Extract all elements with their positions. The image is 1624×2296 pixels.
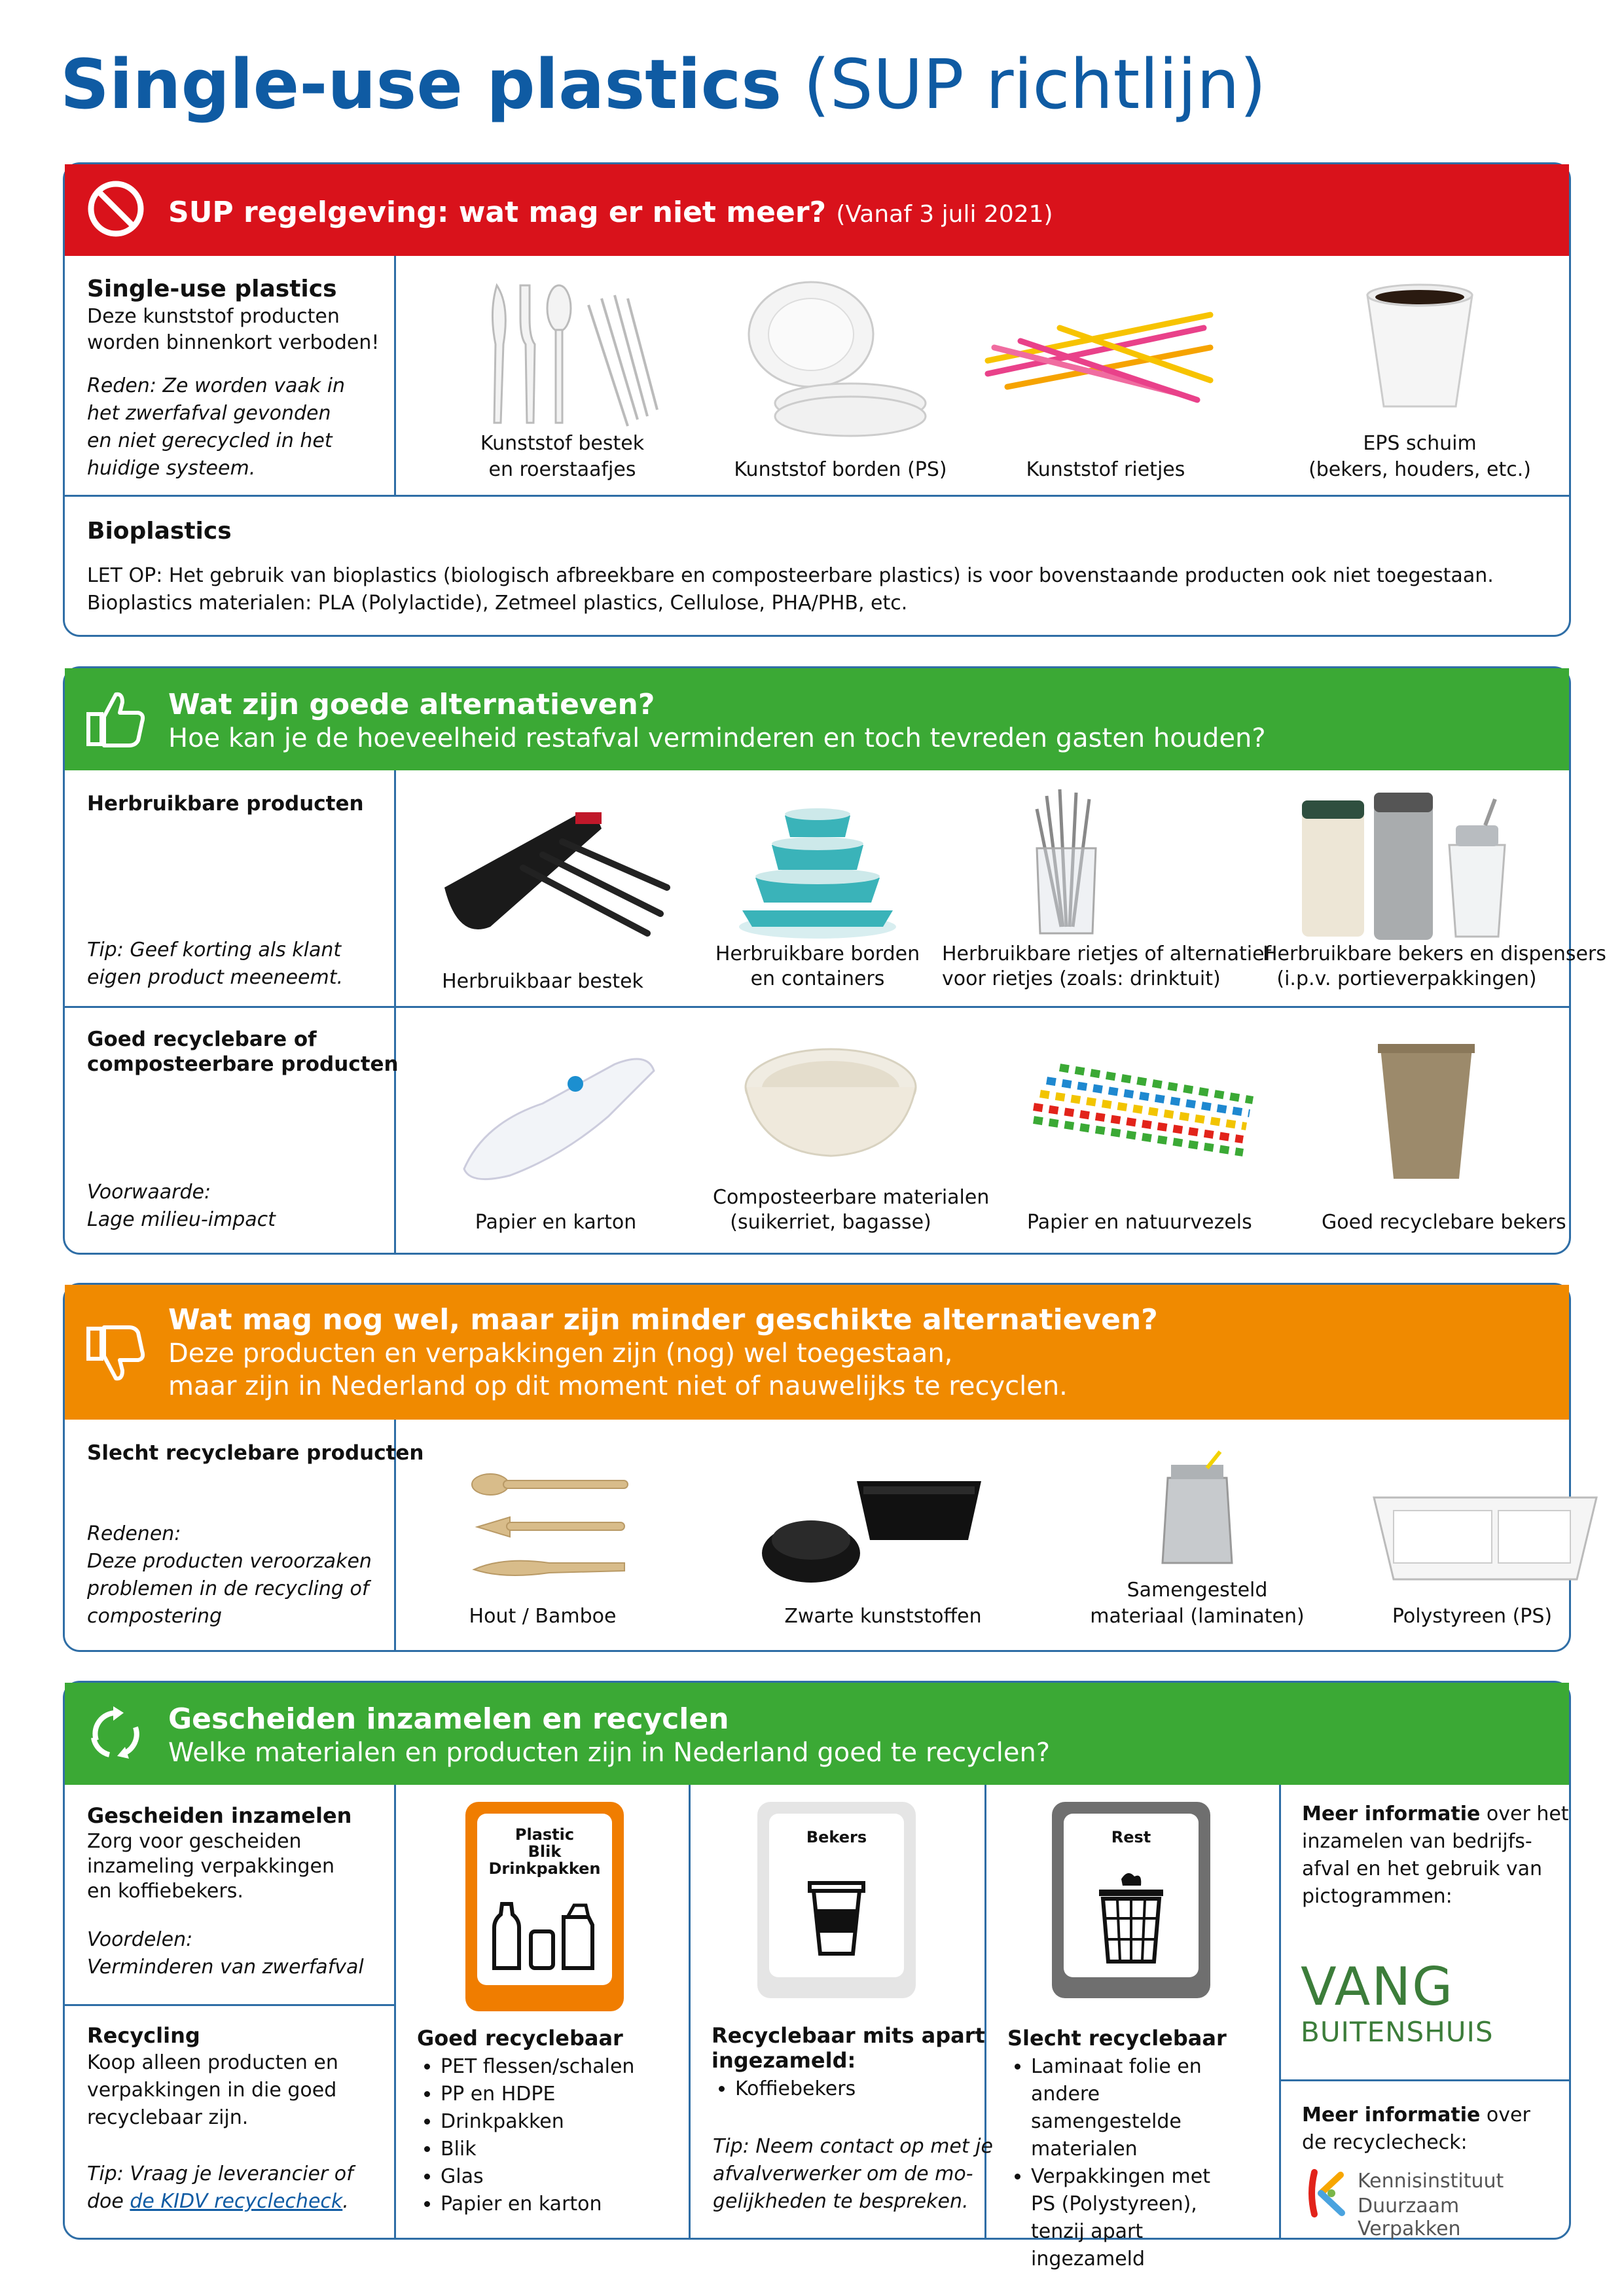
bagasse-bowl-image xyxy=(739,1041,922,1172)
recycling-title: Recycling xyxy=(87,2023,200,2048)
conditional-recyclable-list xyxy=(713,2075,975,2103)
recycling-text: recyclebaar zijn. xyxy=(87,2106,249,2129)
product-caption: en containers xyxy=(750,967,885,990)
tip-text: afvalverwerker om de mo- xyxy=(713,2162,973,2185)
bioplastics-text: LET OP: Het gebruik van bioplastics (biologisch afbreekbare en composteerbare plastics) is voor bovenstaande producten ook niet toegestaan. xyxy=(87,564,1494,587)
list-item: • PP en HDPE xyxy=(441,2081,680,2108)
list-item: • Blik xyxy=(441,2136,680,2163)
plastic-bin-pictogram: Plastic Blik Drinkpakken xyxy=(465,1802,624,2011)
collect-text: en koffiebekers. xyxy=(87,1880,244,1903)
section-subheading: Hoe kan je de hoeveelheid restafval verminderen en toch tevreden gasten houden? xyxy=(168,723,1266,753)
product-caption: (suikerriet, bagasse) xyxy=(730,1211,931,1234)
poorly-recyclable-list xyxy=(1009,2053,1271,2273)
plastic-plates-image xyxy=(739,276,935,439)
product-caption: Herbruikbaar bestek xyxy=(442,970,643,993)
paper-straws-image xyxy=(1020,1054,1256,1172)
thumbs-down-icon xyxy=(83,1321,149,1386)
column-title: ingezameld: xyxy=(712,2048,856,2073)
plastic-straws-image xyxy=(981,302,1217,413)
product-caption: Samengesteld xyxy=(1127,1579,1268,1602)
more-info-text: inzamelen van bedrijfs- xyxy=(1302,1830,1532,1853)
product-caption: Goed recyclebare bekers xyxy=(1322,1211,1566,1234)
paper-cutlery-image xyxy=(444,1045,660,1189)
more-info-text: Meer informatie over xyxy=(1302,2104,1530,2126)
section-header xyxy=(65,1683,1569,1785)
advantage-text: Voordelen: xyxy=(87,1928,193,1951)
bioplastics-title: Bioplastics xyxy=(87,518,232,545)
reusable-containers-image xyxy=(732,793,903,943)
product-caption: Herbruikbare borden xyxy=(715,942,920,965)
vang-buitenshuis-logo[interactable]: VANG BUITENSHUIS xyxy=(1301,1956,1494,2048)
row-title: Goed recyclebare of xyxy=(87,1028,317,1051)
product-caption: EPS schuim xyxy=(1363,432,1477,455)
column-title: Goed recyclebaar xyxy=(417,2026,623,2051)
cup-icon xyxy=(807,1879,866,1958)
list-item: • Koffiebekers xyxy=(735,2075,975,2103)
laminate-pouch-image xyxy=(1155,1452,1240,1570)
kidv-recyclecheck-link[interactable]: de KIDV recyclecheck xyxy=(130,2190,343,2213)
product-caption: Zwarte kunststoffen xyxy=(784,1605,982,1628)
cups-bin-pictogram: Bekers xyxy=(757,1802,916,1998)
list-item: • PET flessen/schalen xyxy=(441,2053,680,2081)
recyclable-cup-image xyxy=(1374,1041,1479,1185)
product-caption: materiaal (laminaten) xyxy=(1090,1605,1305,1628)
thumbs-up-icon xyxy=(83,687,149,752)
row-title: composteerbare producten xyxy=(87,1052,399,1076)
page-title: Single-use plastics (SUP richtlijn) xyxy=(60,45,1267,124)
kidv-logo[interactable]: Kennisinstituut Duurzaam Verpakken xyxy=(1305,2167,1554,2219)
tip-text: Tip: Neem contact op met je xyxy=(713,2135,993,2158)
collect-text: inzameling verpakkingen xyxy=(87,1855,335,1878)
product-caption: Kunststof borden (PS) xyxy=(734,458,947,481)
bioplastics-text: Bioplastics materialen: PLA (Polylactide), Zetmeel plastics, Cellulose, PHA/PHB, etc. xyxy=(87,592,908,615)
reusable-cutlery-image xyxy=(431,789,680,946)
more-info-text: de recyclecheck: xyxy=(1302,2131,1468,2154)
reason-text: problemen in de recycling of xyxy=(87,1577,369,1600)
list-item: • Laminaat folie en andere samengestelde materialen xyxy=(1031,2053,1240,2163)
collect-text: Zorg voor gescheiden xyxy=(87,1830,302,1853)
tip-text: gelijkheden te bespreken. xyxy=(713,2190,969,2213)
prohibited-icon xyxy=(83,176,149,242)
list-item: • Verpakkingen met PS (Polystyreen), tenzij apart ingezameld xyxy=(1031,2163,1240,2273)
section-good-alternatives xyxy=(63,666,1606,1255)
reason-text: en niet gerecycled in het xyxy=(87,429,333,452)
section-subheading: Welke materialen en producten zijn in Nederland goed te recyclen? xyxy=(168,1738,1051,1768)
section-heading: Gescheiden inzamelen en recyclen xyxy=(168,1702,729,1736)
column-title: Recyclebaar mits apart xyxy=(712,2023,985,2048)
product-caption: Herbruikbare rietjes of alternatief xyxy=(942,942,1272,965)
recycle-icon xyxy=(83,1701,149,1767)
black-plastics-image xyxy=(759,1468,988,1592)
section-heading: SUP regelgeving: wat mag er niet meer? xyxy=(168,196,827,229)
list-item: • Glas xyxy=(441,2163,680,2191)
eps-foam-cup-image xyxy=(1354,276,1485,413)
section-subheading: Deze producten en verpakkingen zijn (nog) wel toegestaan, xyxy=(168,1338,953,1369)
advantage-text: Verminderen van zwerfafval xyxy=(87,1956,364,1979)
bottle-can-carton-icon xyxy=(490,1891,599,1969)
reusable-cups-dispensers-image xyxy=(1295,786,1511,943)
more-info-text: pictogrammen: xyxy=(1302,1885,1453,1908)
section-date: (Vanaf 3 juli 2021) xyxy=(836,201,1053,228)
list-item: • Drinkpakken xyxy=(441,2108,680,2136)
product-caption: (bekers, houders, etc.) xyxy=(1308,458,1531,481)
row-title: Herbruikbare producten xyxy=(87,792,364,816)
kidv-logo-mark xyxy=(1305,2167,1351,2219)
section-header xyxy=(65,668,1569,770)
section-header xyxy=(65,164,1569,256)
section-heading: Wat zijn goede alternatieven? xyxy=(168,688,655,721)
condition-text: Lage milieu-impact xyxy=(87,1208,276,1231)
section-sup-regulation xyxy=(63,162,1571,637)
section-heading: Wat mag nog wel, maar zijn minder geschikte alternatieven? xyxy=(168,1303,1158,1336)
tip-text: Tip: Vraag je leverancier of xyxy=(87,2162,353,2185)
row-text: worden binnenkort verboden! xyxy=(87,331,380,354)
section-less-suitable-alternatives xyxy=(63,1283,1571,1652)
reusable-straws-image xyxy=(1001,783,1132,940)
product-caption: en roerstaafjes xyxy=(488,458,636,481)
reason-text: compostering xyxy=(87,1605,223,1628)
wooden-cutlery-image xyxy=(464,1465,634,1589)
plastic-cutlery-image xyxy=(458,279,667,429)
tip-text: eigen product meeneemt. xyxy=(87,966,344,989)
product-caption: Papier en karton xyxy=(475,1211,637,1234)
more-info-text: afval en het gebruik van xyxy=(1302,1857,1543,1880)
trash-bin-icon xyxy=(1095,1866,1167,1964)
reason-text: huidige systeem. xyxy=(87,457,256,480)
product-caption: Composteerbare materialen xyxy=(713,1186,990,1209)
reason-text: Deze producten veroorzaken xyxy=(87,1550,372,1573)
collect-title: Gescheiden inzamelen xyxy=(87,1803,352,1828)
reason-text: Redenen: xyxy=(87,1522,181,1545)
more-info-text: Meer informatie over het xyxy=(1302,1803,1569,1825)
list-item: • Papier en karton xyxy=(441,2191,680,2218)
section-header xyxy=(65,1285,1569,1420)
product-caption: Herbruikbare bekers en dispensers xyxy=(1263,942,1606,965)
recycling-text: Koop alleen producten en xyxy=(87,2051,338,2074)
section-collect-and-recycle xyxy=(63,1681,1571,2270)
product-caption: Hout / Bamboe xyxy=(469,1605,617,1628)
reason-text: het zwerfafval gevonden xyxy=(87,402,331,425)
product-caption: Polystyreen (PS) xyxy=(1392,1605,1553,1628)
product-caption: voor rietjes (zoals: drinktuit) xyxy=(942,967,1221,990)
section-subheading: maar zijn in Nederland op dit moment niet of nauwelijks te recyclen. xyxy=(168,1371,1068,1401)
column-title: Slecht recyclebaar xyxy=(1007,2026,1227,2051)
row-title: Slecht recyclebare producten xyxy=(87,1441,424,1465)
rest-bin-pictogram: Rest xyxy=(1052,1802,1210,1998)
reason-text: Reden: Ze worden vaak in xyxy=(87,374,346,397)
row-title: Single-use plastics xyxy=(87,276,337,302)
condition-text: Voorwaarde: xyxy=(87,1181,211,1204)
product-caption: Kunststof rietjes xyxy=(1026,458,1185,481)
product-caption: (i.p.v. portieverpakkingen) xyxy=(1276,967,1537,990)
product-caption: Papier en natuurvezels xyxy=(1027,1211,1252,1234)
tip-text: Tip: Geef korting als klant xyxy=(87,939,342,961)
recycling-text: verpakkingen in die goed xyxy=(87,2079,337,2102)
row-text: Deze kunststof producten xyxy=(87,305,340,328)
product-caption: Kunststof bestek xyxy=(480,432,645,455)
good-recyclable-list xyxy=(418,2053,680,2218)
tip-text-line: doe de KIDV recyclecheck. xyxy=(87,2190,349,2213)
polystyrene-tray-image xyxy=(1367,1471,1603,1586)
